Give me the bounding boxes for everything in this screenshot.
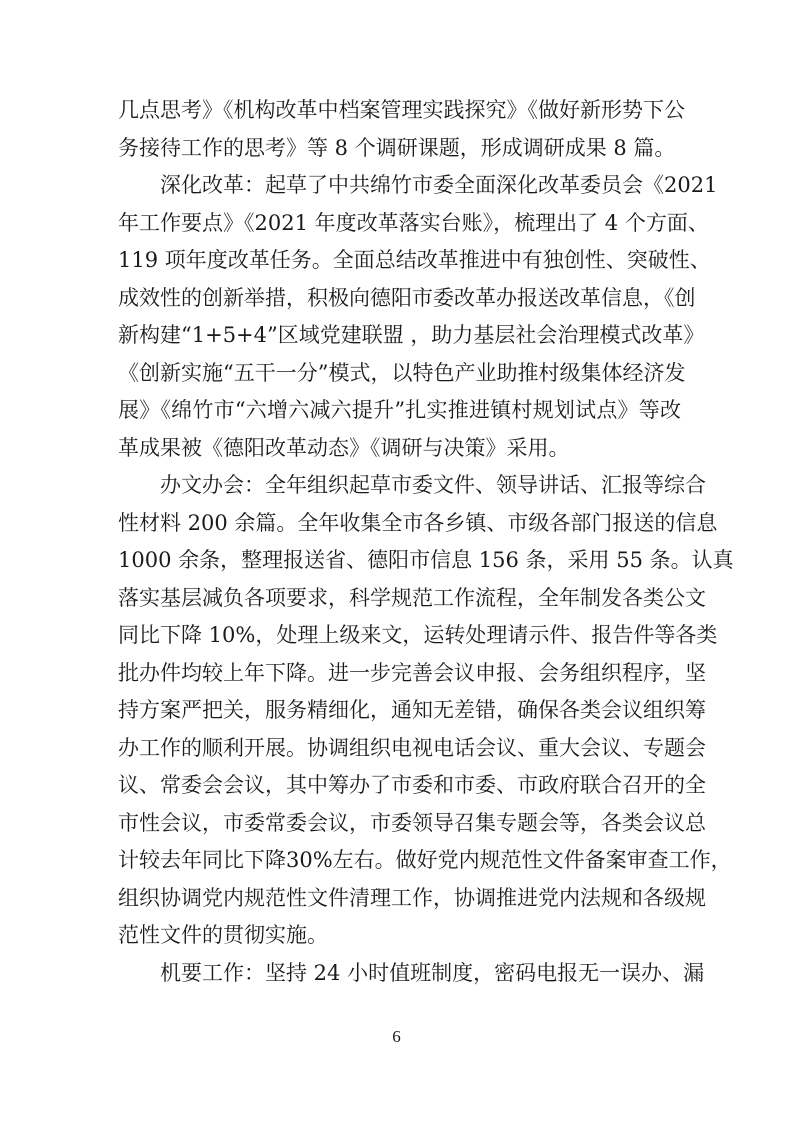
paragraph-deepen-reform: [118, 167, 718, 467]
text-line: 《创新实施“五干一分”模式，以特色产业助推村级集体经济发: [118, 360, 686, 385]
text-line: 批办件均较上年下降。进一步完善会议申报、会务组织程序，坚: [118, 660, 706, 685]
text-line: 市性会议，市委常委会议，市委领导召集专题会等，各类会议总: [118, 810, 706, 835]
text-line: 同比下降 10%，处理上级来文，运转处理请示件、报告件等各类: [118, 623, 718, 647]
text-line: 性材料 200 余篇。全年收集全市各乡镇、市级各部门报送的信息: [118, 510, 718, 535]
text-line: 组织协调党内规范性文件清理工作，协调推进党内法规和各级规: [118, 885, 706, 910]
text-line: 119 项年度改革任务。全面总结改革推进中有独创性、突破性、: [118, 248, 711, 272]
text-line: 年工作要点》《2021 年度改革落实台账》，梳理出了 4 个方面、: [118, 210, 709, 235]
text-line: 展》《绵竹市“六增六减六提升”扎实推进镇村规划试点》等改: [118, 398, 681, 422]
page-number: 6: [392, 1027, 401, 1046]
text-line: 革成果被《德阳改革动态》《调研与决策》采用。: [118, 435, 570, 460]
paragraph-research-continued: [118, 92, 685, 167]
text-line: 机要工作：坚持 24 小时值班制度，密码电报无一误办、漏: [160, 960, 705, 985]
text-line: 范性文件的贯彻实施。: [118, 923, 328, 947]
text-line: 计较去年同比下降30%左右。做好党内规范性文件备案审查工作，: [118, 848, 732, 872]
text-line: 深化改革：起草了中共绵竹市委全面深化改革委员会《2021: [160, 173, 718, 197]
text-line: 务接待工作的思考》等 8 个调研课题，形成调研成果 8 篇。: [118, 135, 676, 160]
text-line: 持方案严把关，服务精细化，通知无差错，确保各类会议组织筹: [118, 698, 706, 722]
text-line: 议、常委会会议，其中筹办了市委和市委、市政府联合召开的全: [118, 773, 706, 797]
body-text: [118, 92, 734, 992]
text-line: 办工作的顺利开展。协调组织电视电话会议、重大会议、专题会: [118, 735, 706, 760]
paragraph-document-meeting-handling: [118, 467, 734, 955]
text-line: 办文办会：全年组织起草市委文件、领导讲话、汇报等综合: [160, 473, 706, 497]
paragraph-confidential-work: [118, 955, 705, 993]
text-line: 几点思考》《机构改革中档案管理实践探究》《做好新形势下公: [118, 98, 685, 122]
text-line: 1000 余条，整理报送省、德阳市信息 156 条，采用 55 条。认真: [118, 548, 734, 572]
text-line: 落实基层减负各项要求，科学规范工作流程，全年制发各类公文: [118, 585, 706, 610]
text-line: 新构建“1+5+4”区域党建联盟 ，助力基层社会治理模式改革》: [118, 323, 705, 347]
text-line: 成效性的创新举措，积极向德阳市委改革办报送改革信息，《创: [118, 285, 696, 310]
